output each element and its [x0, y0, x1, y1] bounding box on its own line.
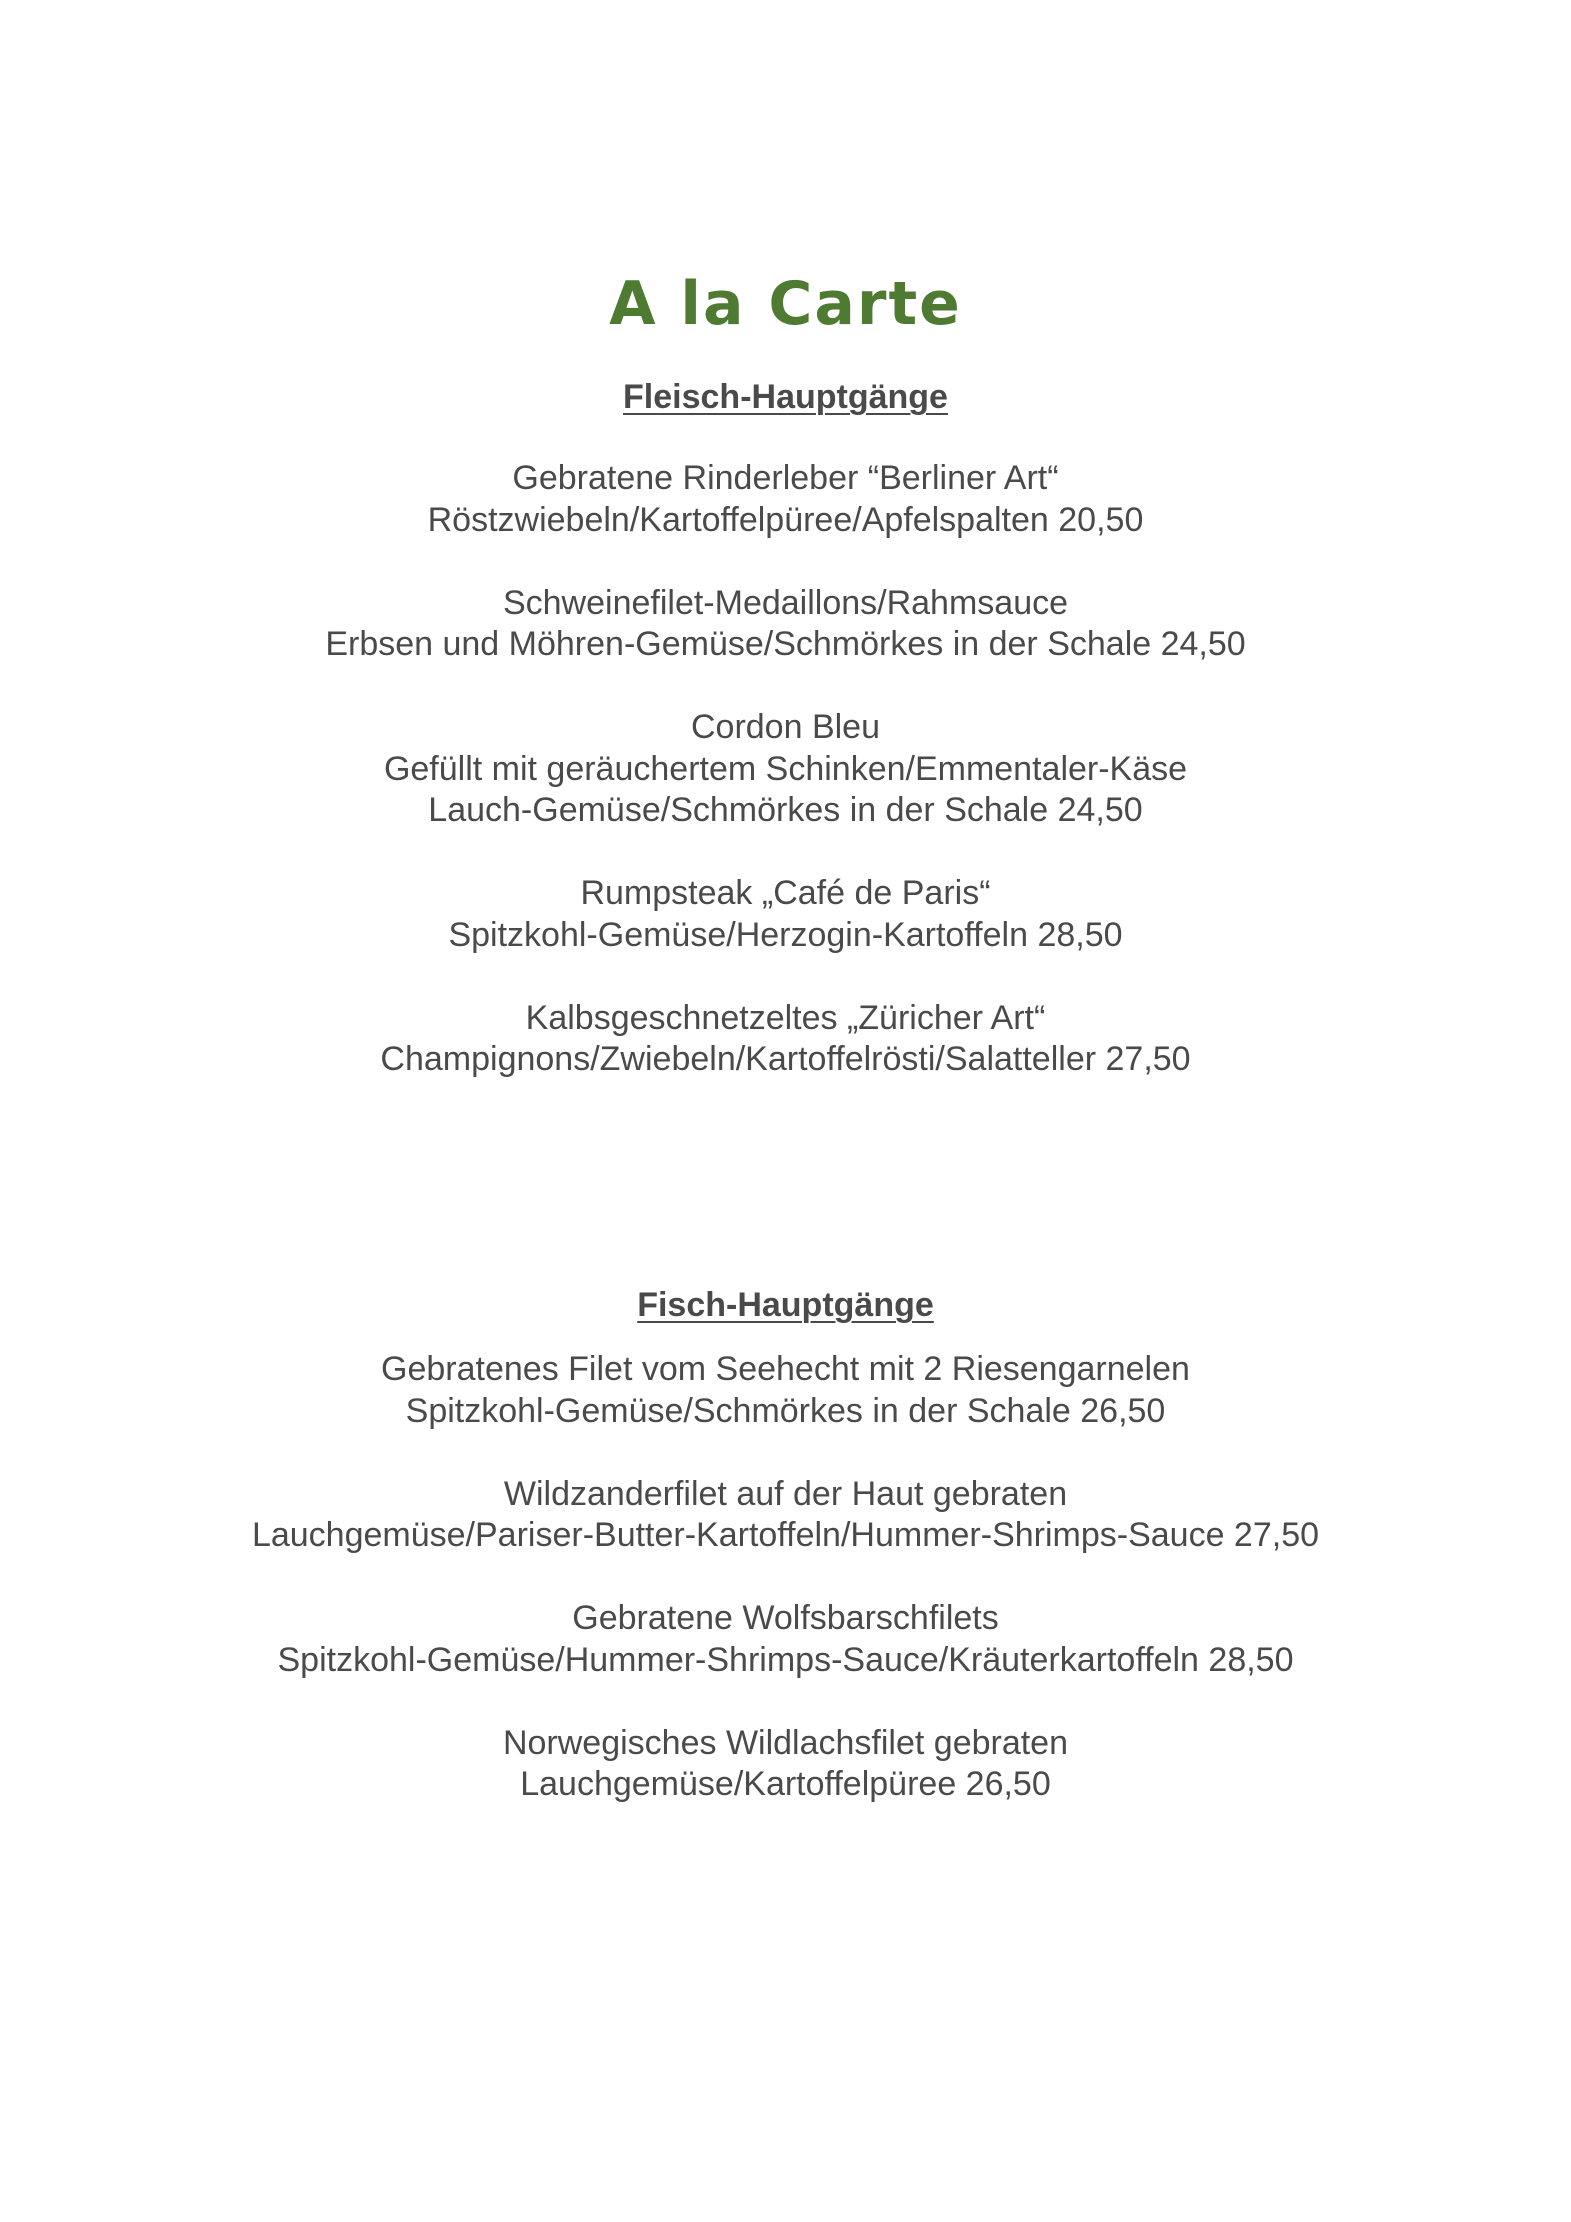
- section-meat-mains: [0, 376, 1571, 1122]
- dish-name: Rumpsteak „Café de Paris“: [580, 874, 991, 912]
- dish-name: Gebratenes Filet vom Seehecht mit 2 Riesengarnelen: [381, 1350, 1190, 1388]
- dish-name: Cordon Bleu: [690, 708, 880, 746]
- dish-description: Spitzkohl-Gemüse/Schmörkes in der Schale 26,50: [405, 1391, 1166, 1430]
- dish-name: Kalbsgeschnetzeltes „Züricher Art“: [525, 998, 1046, 1037]
- menu-item: [0, 998, 1571, 1081]
- menu-item: [0, 1723, 1571, 1806]
- dish-name: Schweinefilet-Medaillons/Rahmsauce: [502, 583, 1069, 622]
- section-heading: Fleisch-Hauptgänge: [623, 378, 948, 416]
- dish-description: Lauch-Gemüse/Schmörkes in der Schale 24,50: [428, 791, 1143, 829]
- dish-description: Lauchgemüse/Kartoffelpüree 26,50: [520, 1765, 1051, 1803]
- dish-description: Lauchgemüse/Pariser-Butter-Kartoffeln/Hummer-Shrimps-Sauce 27,50: [251, 1516, 1320, 1554]
- menu-item: [0, 458, 1571, 541]
- menu-item: [0, 873, 1571, 956]
- dish-description: Spitzkohl-Gemüse/Hummer-Shrimps-Sauce/Kräuterkartoffeln 28,50: [277, 1640, 1294, 1679]
- page-title: A la Carte: [609, 269, 962, 340]
- dish-description: Champignons/Zwiebeln/Kartoffelrösti/Salatteller 27,50: [380, 1040, 1191, 1078]
- menu-item: [0, 1474, 1571, 1557]
- dish-description: Röstzwiebeln/Kartoffelpüree/Apfelspalten 20,50: [427, 500, 1144, 539]
- dish-name: Norwegisches Wildlachsfilet gebraten: [502, 1723, 1069, 1762]
- section-fish-mains: [0, 1284, 1571, 1847]
- dish-name: Wildzanderfilet auf der Haut gebraten: [503, 1474, 1068, 1513]
- menu-item: [0, 707, 1571, 832]
- dish-name: Gebratene Wolfsbarschfilets: [572, 1599, 999, 1637]
- menu-item: [0, 1598, 1571, 1681]
- dish-name: Gebratene Rinderleber “Berliner Art“: [512, 459, 1059, 497]
- dish-description: Spitzkohl-Gemüse/Herzogin-Kartoffeln 28,50: [448, 915, 1123, 954]
- menu-item: [0, 1349, 1571, 1432]
- dish-description: Gefüllt mit geräuchertem Schinken/Emmentaler-Käse: [383, 749, 1188, 788]
- section-heading: Fisch-Hauptgänge: [637, 1286, 934, 1324]
- menu-item: [0, 583, 1571, 666]
- dish-description: Erbsen und Möhren-Gemüse/Schmörkes in der Schale 24,50: [325, 625, 1246, 663]
